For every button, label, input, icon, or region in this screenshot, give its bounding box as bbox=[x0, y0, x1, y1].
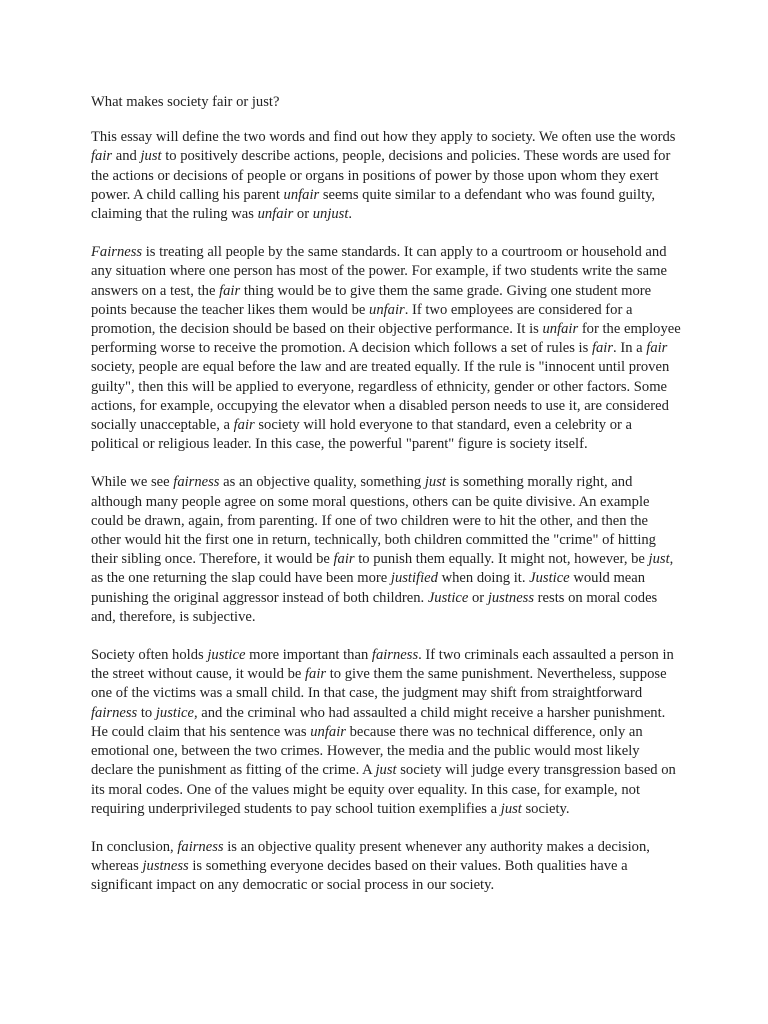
italic-term: unfair bbox=[542, 321, 579, 338]
italic-term: Fairness bbox=[91, 244, 143, 261]
text-run: as an objective quality, something bbox=[219, 474, 425, 491]
text-run: . bbox=[348, 206, 353, 223]
document-body bbox=[91, 128, 681, 895]
text-run: rests on moral codes and, therefore, is subjective. bbox=[91, 589, 658, 625]
italic-term: fair bbox=[233, 417, 255, 434]
text-run: society will judge every transgression based on its moral codes. One of the values might be equity over equality. In this case, for example, not requiring underprivileged students to pay school tuition exemplifies a bbox=[91, 762, 676, 817]
italic-term: fair bbox=[219, 282, 241, 299]
text-run: to bbox=[137, 704, 156, 721]
text-run: This essay will define the two words and find out how they apply to society. We often use the words bbox=[91, 129, 676, 146]
document-page bbox=[91, 93, 681, 915]
text-run: to punish them equally. It might not, however, be bbox=[354, 551, 649, 568]
paragraph bbox=[91, 473, 681, 627]
text-run: because there was no technical difference, only an emotional one, between the two crimes. However, the media and the public would most likely declare the punishment as fitting of the crime. A bbox=[91, 723, 643, 779]
text-run: , and the criminal who had assaulted a child might receive a harsher punishment. He could claim that his sentence was bbox=[91, 704, 666, 740]
text-run: would mean punishing the original aggressor instead of both children. bbox=[91, 570, 646, 606]
text-run: . If two criminals each assaulted a person in the street without cause, it would be bbox=[91, 647, 674, 683]
text-run: . If two employees are considered for a promotion, the decision should be based on their objective performance. It is bbox=[91, 301, 633, 338]
italic-term: unfair bbox=[283, 186, 320, 203]
paragraph bbox=[91, 646, 681, 819]
italic-term: fairness bbox=[177, 838, 224, 855]
italic-term: unfair bbox=[257, 206, 294, 223]
italic-term: justice bbox=[155, 704, 194, 721]
paragraph bbox=[91, 243, 681, 454]
italic-term: unfair bbox=[369, 301, 405, 318]
italic-term: unfair bbox=[310, 723, 346, 740]
text-run: society will hold everyone to that standard, even a celebrity or a political or religious leader. In this case, the powerful "parent" figure is society itself. bbox=[91, 417, 632, 453]
text-run: is treating all people by the same standards. It can apply to a courtroom or household and any situation where one person has most of the power. For example, if two students write the same answers on a test, the bbox=[91, 244, 667, 299]
text-run: more important than bbox=[245, 647, 372, 664]
paragraph bbox=[91, 128, 681, 224]
italic-term: unjust bbox=[312, 206, 349, 223]
text-run: thing would be to give them the same grade. Giving one student more points because the teacher likes them would be bbox=[91, 282, 652, 318]
text-run: and bbox=[112, 148, 141, 165]
text-run: , as the one returning the slap could have been more bbox=[91, 551, 674, 587]
italic-term: fair bbox=[91, 148, 113, 165]
text-run: when doing it. bbox=[437, 570, 530, 587]
text-run: is an objective quality present whenever any authority makes a decision, whereas bbox=[91, 838, 650, 875]
text-run: . In a bbox=[613, 340, 647, 357]
italic-term: fair bbox=[591, 340, 614, 357]
italic-term: just bbox=[140, 148, 162, 165]
italic-term: just bbox=[424, 474, 446, 491]
document-title: What makes society fair or just? bbox=[91, 94, 280, 110]
text-run: society, people are equal before the law and are treated equally. If the rule is "innocent until proven guilty", then this will be applied to everyone, regardless of ethnicity, gender or other factors. Some actions, for example, occupying the elevator when a disabled person needs to use it, are considered socially unacceptable, a bbox=[91, 359, 670, 434]
text-run: to give them the same punishment. Nevertheless, suppose one of the victims was a small child. In that case, the judgment may shift from straightforward bbox=[91, 666, 667, 702]
italic-term: fair bbox=[305, 666, 327, 683]
paragraph bbox=[91, 838, 681, 896]
italic-term: Justice bbox=[427, 589, 469, 606]
italic-term: justness bbox=[487, 589, 535, 606]
text-run: for the employee performing worse to receive the promotion. A decision which follows a set of rules is bbox=[91, 321, 681, 357]
italic-term: justness bbox=[142, 858, 189, 875]
italic-term: just bbox=[500, 800, 522, 817]
text-run: Society often holds bbox=[91, 647, 208, 664]
italic-term: fairness bbox=[91, 704, 138, 721]
italic-term: fairness bbox=[371, 647, 419, 664]
text-run: to positively describe actions, people, decisions and policies. These words are used for the actions or decisions of people or organs in positions of power by those upon whom they exert power. A child calling his parent bbox=[91, 148, 671, 203]
italic-term: fairness bbox=[173, 474, 220, 491]
text-run: In conclusion, bbox=[91, 838, 178, 855]
text-run: or bbox=[468, 589, 488, 606]
italic-term: justice bbox=[207, 647, 246, 664]
italic-term: fair bbox=[646, 340, 668, 357]
text-run: society. bbox=[521, 800, 570, 817]
text-run: is something morally right, and although many people agree on some moral questions, others can be quite divisive. An example could be drawn, again, from parenting. If one of two children were to hit the other, and then the other would hit the first one in return, technically, both children committed the "crime" of hitting their sibling once. Therefore, it would be bbox=[91, 474, 656, 568]
italic-term: just bbox=[375, 762, 397, 779]
italic-term: just bbox=[648, 551, 670, 568]
text-run: While we see bbox=[91, 474, 174, 491]
text-run: or bbox=[293, 206, 313, 223]
italic-term: justified bbox=[390, 570, 438, 587]
text-run: is something everyone decides based on their values. Both qualities have a significant impact on any democratic or social process in our society. bbox=[91, 858, 628, 894]
italic-term: Justice bbox=[529, 570, 570, 587]
text-run: seems quite similar to a defendant who was found guilty, claiming that the ruling was bbox=[91, 186, 656, 223]
italic-term: fair bbox=[333, 551, 355, 568]
